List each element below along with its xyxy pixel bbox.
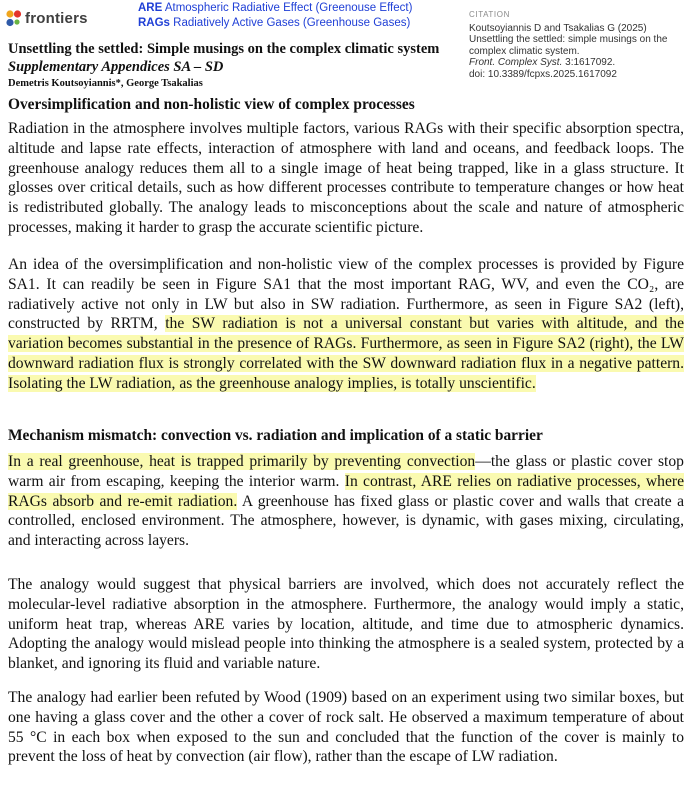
abbreviation-are: [138, 1, 412, 16]
paragraph: [8, 119, 684, 238]
document-subtitle: Supplementary Appendices SA – SD: [8, 59, 224, 75]
title-block: [8, 40, 439, 91]
citation-title: Unsettling the settled: simple musings on the complex climatic system.: [469, 34, 668, 57]
paragraph: [8, 688, 684, 767]
citation-authors: Koutsoyiannis D and Tsakalias G (2025): [469, 22, 647, 34]
citation-journal-line: [469, 57, 684, 69]
abbreviation-definition: Atmospheric Radiative Effect (Greenouse Effect): [164, 2, 413, 14]
paragraph: [8, 255, 684, 394]
frontiers-logo-icon: [6, 10, 22, 27]
abbreviation-rags: [138, 16, 412, 31]
paragraph-text: Radiation in the atmosphere involves multiple factors, various RAGs with their specific absorption spectra, altitude and lapse rate effects, interaction of atmosphere with land and oceans, and feedback loops. The greenhouse analogy reduces them all to a single image of heat being trapped, like in a glass structure. It glosses over critical details, such as how different processes contribute to temperature changes or how heat is redistributed globally. The analogy leads to misconceptions about the scale and nature of atmospheric processes, making it harder to grasp the accurate scientific picture.: [8, 120, 684, 236]
citation-box: [469, 9, 684, 81]
highlighted-text: the SW radiation is not a universal constant but varies with altitude, and the variation becomes substantial in the presence of RAGs. Furthermore, as seen in Figure SA2 (right), the LW downward radiation flux is strongly correlated with the SW downward radiation flux in a negative pattern.: [8, 315, 684, 372]
abbreviation-term: RAGs: [138, 17, 170, 29]
paragraph-text: The analogy would suggest that physical barriers are involved, which does not accurately reflect the molecular-level radiative absorption in the atmosphere. Furthermore, the analogy would imply a static, uniform heat trap, whereas ARE varies by location, altitude, and time due to atmospheric dynamics. Adopting the analogy would mislead people into thinking the atmosphere is a sealed system, protected by a blanket, and ignoring its fluid and variable nature.: [8, 576, 684, 673]
paragraph-text: An idea of the oversimplification and non-holistic view of the complex processes is provided by Figure SA1. It can readily be seen in Figure SA1 that the most important RAG, WV, and even the CO₂, are radiatively active not only in LW but also in SW radiation. Furthermore, as seen in Figure SA2 (left), constructed by RRTM,: [8, 256, 684, 333]
citation-doi[interactable]: doi: 10.3389/fcpxs.2025.1617092: [469, 68, 617, 80]
paragraph-text: —the glass or plastic cover stop warm air from escaping, keeping the interior warm.: [8, 453, 684, 490]
paragraph-text: A greenhouse has fixed glass or plastic cover and walls that create a controlled, enclosed environment. The atmosphere, however, is dynamic, with gases mixing, circulating, and interacting across layers.: [8, 492, 684, 550]
document-authors: Demetris Koutsoyiannis*, George Tsakalias: [8, 78, 203, 89]
document-title: Unsettling the settled: Simple musings on the complex climatic system: [8, 41, 440, 57]
citation-journal: Front. Complex Syst.: [469, 57, 563, 69]
paragraph: [8, 575, 684, 674]
citation-volume: 3:1617092.: [565, 57, 616, 69]
highlighted-text: In contrast, ARE relies on radiative processes, where RAGs absorb and re-emit radiation.: [8, 472, 685, 510]
frontiers-logo: [6, 10, 88, 27]
abbreviation-definition: Radiatively Active Gases (Greenhouse Gases): [173, 17, 411, 29]
highlighted-text: Isolating the LW radiation, as the greenhouse analogy implies, is totally unscientific.: [8, 374, 536, 392]
abbreviation-term: ARE: [138, 2, 163, 14]
abbreviation-list: [138, 1, 412, 31]
section-heading-mechanism-mismatch: Mechanism mismatch: convection vs. radiation and implication of a static barrier: [8, 427, 543, 444]
citation-label: CITATION: [469, 10, 510, 19]
logo-text: frontiers: [25, 10, 88, 27]
paragraph-text: The analogy had earlier been refuted by Wood (1909) based on an experiment using two similar boxes, but one having a glass cover and the other a cover of rock salt. He observed a maximum temperature of about 55 °C in each box when exposed to the sun and concluded that the function of the cover is mainly to prevent the loss of heat by convection (air flow), rather than the escape of LW radiation.: [8, 689, 684, 766]
paragraph: [8, 452, 684, 551]
section-heading-oversimplification: Oversimplification and non-holistic view of complex processes: [8, 96, 415, 113]
highlighted-text: In a real greenhouse, heat is trapped primarily by preventing convection: [8, 453, 476, 470]
